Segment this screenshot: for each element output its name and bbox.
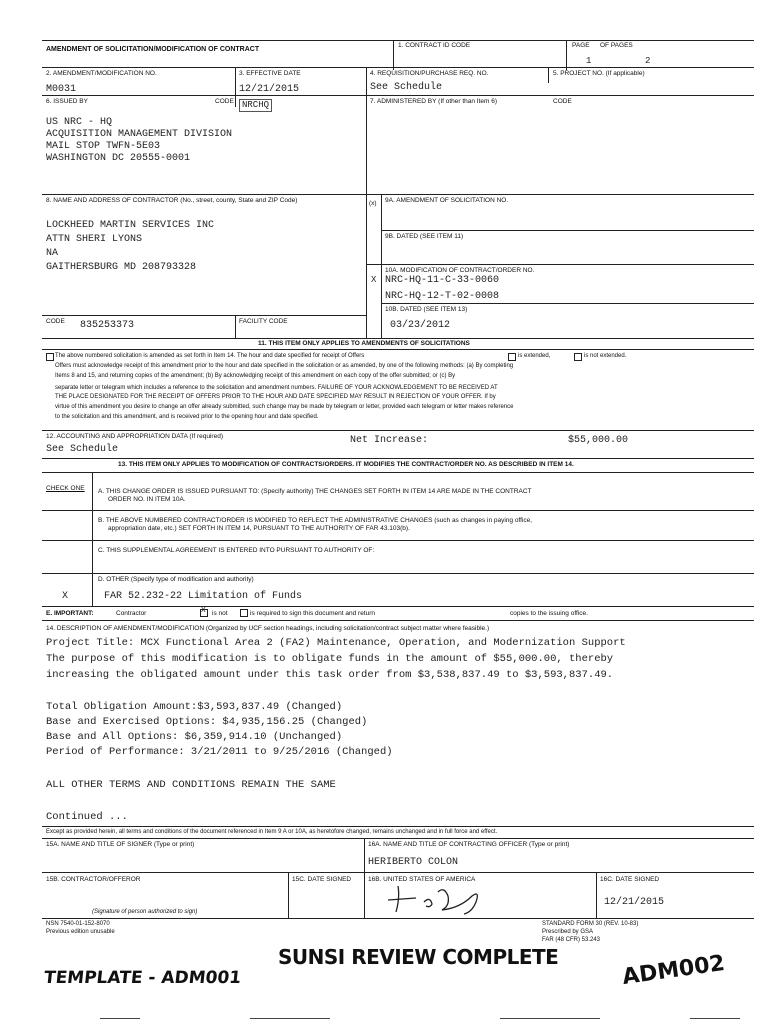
- item11-line-2: Offers must acknowledge receipt of this amendment prior to the hour and date specified in the solicitation or as amended, by one of the following methods: (a) By completing: [55, 363, 514, 369]
- important-label: E. IMPORTANT:: [46, 610, 94, 617]
- issued-by-line-3: MAIL STOP TWFN-5E03: [46, 141, 161, 152]
- totals-line-2: Base and Exercised Options: $4,935,156.25 (Changed): [46, 716, 368, 728]
- nsn: NSN 7540-01-152-8070: [46, 921, 110, 927]
- effective-date: 12/21/2015: [239, 84, 300, 95]
- is-not-check-mark: X: [201, 607, 206, 614]
- of-pages-label: OF PAGES: [600, 42, 633, 49]
- form-top-rule: [42, 40, 754, 41]
- label-16c: 16C. DATE SIGNED: [600, 876, 660, 883]
- date-16c: 12/21/2015: [604, 897, 665, 908]
- is-extended-checkbox[interactable]: [508, 353, 516, 361]
- accounting-value: See Schedule: [46, 444, 119, 455]
- item11-header: 11. THIS ITEM ONLY APPLIES TO AMENDMENTS OF SOLICITATIONS: [258, 340, 470, 347]
- sunsi-review-stamp: SUNSI REVIEW COMPLETE: [278, 945, 559, 969]
- mod-contract-label: 10A. MODIFICATION OF CONTRACT/ORDER NO.: [385, 267, 535, 274]
- contractor-line-2: ATTN SHERI LYONS: [46, 234, 143, 245]
- item11-checkbox[interactable]: [46, 353, 54, 361]
- item13d-x: X: [62, 591, 69, 602]
- item13a-line-1: A. THIS CHANGE ORDER IS ISSUED PURSUANT TO: (Specify authority) THE CHANGES SET FORTH IN ITEM 14 ARE MADE IN THE CONTRACT: [98, 488, 532, 495]
- mod-contract-no-1: NRC-HQ-11-C-33-0060: [385, 275, 500, 286]
- is-not-label: is not: [212, 610, 228, 617]
- label-15c: 15C. DATE SIGNED: [292, 876, 352, 883]
- is-required-label: is required to sign this document and return: [250, 610, 376, 617]
- issued-code: NRCHQ: [239, 99, 272, 112]
- prev-edition: Previous edition unusable: [46, 929, 115, 935]
- accounting-label: 12. ACCOUNTING AND APPROPRIATION DATA (If required): [46, 433, 223, 440]
- req-no-label: 4. REQUISITION/PURCHASE REQ. NO.: [370, 70, 489, 77]
- not-extended-checkbox[interactable]: [574, 353, 582, 361]
- contractor-line-1: LOCKHEED MARTIN SERVICES INC: [46, 220, 215, 231]
- dated-10b: 03/23/2012: [390, 320, 451, 331]
- label-15b: 15B. CONTRACTOR/OFFEROR: [46, 876, 141, 883]
- req-no: See Schedule: [370, 82, 443, 93]
- x-column-label: (x): [369, 200, 377, 207]
- item13b-line-1: B. THE ABOVE NUMBERED CONTRACT/ORDER IS MODIFIED TO REFLECT THE ADMINISTRATIVE CHANGES (such as changes in paying office,: [98, 517, 533, 524]
- item11-line-5: THE PLACE DESIGNATED FOR THE RECEIPT OF OFFERS PRIOR TO THE HOUR AND DATE SPECIFIED MAY RESULT IN REJECTION OF YOUR OFFER. If by: [55, 394, 496, 400]
- facility-code-label: FACILITY CODE: [239, 318, 288, 325]
- administered-by-label: 7. ADMINISTERED BY (If other than Item 6): [370, 98, 498, 105]
- description-line-2: The purpose of this modification is to obligate funds in the amount of $55,000.00, thereby: [46, 653, 614, 665]
- contractor-label: 8. NAME AND ADDRESS OF CONTRACTOR (No., street, county, State and ZIP Code): [46, 197, 298, 204]
- item11-line-7: to the solicitation and this amendment, and is received prior to the opening hour and date specified.: [55, 414, 319, 420]
- description-line-3: increasing the obligated amount under this task order from $3,538,837.49 to $3,593,837.49.: [46, 669, 614, 681]
- adm-stamp: ADM002: [620, 950, 727, 991]
- copies-issuing-label: copies to the issuing office.: [510, 610, 588, 617]
- is-required-checkbox[interactable]: [240, 609, 248, 617]
- code-bottom-label: CODE: [46, 318, 65, 325]
- signer-15a-label: 15A. NAME AND TITLE OF SIGNER (Type or print): [46, 841, 195, 848]
- item13c: C. THIS SUPPLEMENTAL AGREEMENT IS ENTERED INTO PURSUANT TO AUTHORITY OF:: [98, 547, 375, 554]
- page-count: 2: [645, 56, 651, 66]
- mod-contract-no-2: NRC-HQ-12-T-02-0008: [385, 291, 500, 302]
- description-line-1: Project Title: MCX Functional Area 2 (FA2) Maintenance, Operation, and Modernization Support: [46, 637, 626, 649]
- item13b-line-2: appropriation date, etc.) SET FORTH IN ITEM 14, PURSUANT TO THE AUTHORITY OF FAR 43.103(b).: [108, 525, 410, 532]
- item11-line-1: The above numbered solicitation is amended as set forth in Item 14. The hour and date specified for receipt of Offers: [55, 353, 365, 359]
- check-one-label: CHECK ONE: [46, 485, 85, 492]
- standard-form: STANDARD FORM 30 (REV. 10-83): [542, 921, 639, 927]
- page-number: 1: [586, 56, 592, 66]
- effective-date-label: 3. EFFECTIVE DATE: [239, 70, 301, 77]
- totals-line-4: Period of Performance: 3/21/2011 to 9/25/2016 (Changed): [46, 746, 393, 758]
- item11-line-6: virtue of this amendment you desire to change an offer already submitted, such change may be made by telegram or letter, provided each telegram or letter makes reference: [55, 404, 514, 410]
- dated-10b-label: 10B. DATED (SEE ITEM 13): [385, 306, 468, 313]
- prescribed-by: Prescribed by GSA: [542, 929, 594, 935]
- label-16b: 16B. UNITED STATES OF AMERICA: [368, 876, 476, 883]
- issued-code-label: CODE: [215, 98, 234, 105]
- totals-line-3: Base and All Options: $6,359,914.10 (Unchanged): [46, 731, 343, 743]
- other-terms: ALL OTHER TERMS AND CONDITIONS REMAIN THE SAME: [46, 779, 336, 791]
- amend-solicitation-label: 9A. AMENDMENT OF SOLICITATION NO.: [385, 197, 509, 204]
- template-stamp: TEMPLATE - ADM001: [42, 968, 243, 988]
- is-extended-label: is extended,: [518, 353, 551, 359]
- dated-9b-label: 9B. DATED (SEE ITEM 11): [385, 233, 464, 240]
- contractor-line-3: NA: [46, 248, 59, 259]
- item13a-line-2: ORDER NO. IN ITEM 10A.: [108, 496, 186, 503]
- code-bottom: 835253373: [80, 320, 135, 331]
- item13d-value: FAR 52.232-22 Limitation of Funds: [104, 591, 303, 602]
- contract-id-code-label: 1. CONTRACT ID CODE: [398, 42, 471, 49]
- amend-mod-no-label: 2. AMENDMENT/MODIFICATION NO.: [46, 70, 157, 77]
- contracting-officer: HERIBERTO COLON: [368, 857, 459, 868]
- not-extended-label: is not extended.: [584, 353, 627, 359]
- project-no-label: 5. PROJECT NO. (If applicable): [553, 70, 645, 77]
- item11-line-4: separate letter or telegram which includes a reference to the solicitation and amendment numbers. FAILURE OF YOUR ACKNOWLEDGEMENT TO BE RECEIVED AT: [55, 385, 498, 391]
- contractor-word: Contractor: [116, 610, 147, 617]
- amend-mod-no: M0031: [46, 84, 77, 95]
- continued: Continued ...: [46, 811, 128, 823]
- issued-by-label: 6. ISSUED BY: [46, 98, 88, 105]
- net-increase-label: Net Increase:: [350, 435, 429, 446]
- signer-16a-label: 16A. NAME AND TITLE OF CONTRACTING OFFICER (Type or print): [368, 841, 570, 848]
- item11-line-3: Items 8 and 15, and returning copies of the amendment; (b) By acknowledging receipt of this amendment on each copy of the offer submitted; or (c) By: [55, 373, 456, 379]
- except-line: Except as provided herein, all terms and conditions of the document referenced in Item 9 A or 10A, as heretofore changed, remains unchanged and in full force and effect.: [46, 829, 498, 835]
- issued-by-line-4: WASHINGTON DC 20555-0001: [46, 153, 191, 164]
- contractor-line-4: GAITHERSBURG MD 208793328: [46, 262, 197, 273]
- sig-person-note: (Signature of person authorized to sign): [92, 909, 198, 915]
- totals-line-1: Total Obligation Amount:$3,593,837.49 (Changed): [46, 701, 343, 713]
- net-increase-value: $55,000.00: [568, 435, 629, 446]
- form-title: AMENDMENT OF SOLICITATION/MODIFICATION OF CONTRACT: [46, 46, 260, 53]
- admin-code-label: CODE: [553, 98, 572, 105]
- page-label: PAGE: [572, 42, 590, 49]
- item13-header: 13. THIS ITEM ONLY APPLIES TO MODIFICATION OF CONTRACTS/ORDERS. IT MODIFIES THE CONTRACT/ORDER NO. AS DESCRIBED IN ITEM 14.: [118, 461, 574, 468]
- contracting-officer-signature: [380, 878, 510, 918]
- issued-by-line-2: ACQUISITION MANAGEMENT DIVISION: [46, 129, 233, 140]
- item14-label: 14. DESCRIPTION OF AMENDMENT/MODIFICATION (Organized by UCF section headings, including solicitation/contract subject matter where feasible.): [46, 625, 490, 632]
- far-ref: FAR (48 CFR) 53.243: [542, 937, 601, 943]
- mod-contract-x: X: [371, 275, 377, 284]
- item13d: D. OTHER (Specify type of modification and authority): [98, 576, 254, 583]
- issued-by-line-1: US NRC - HQ: [46, 117, 113, 128]
